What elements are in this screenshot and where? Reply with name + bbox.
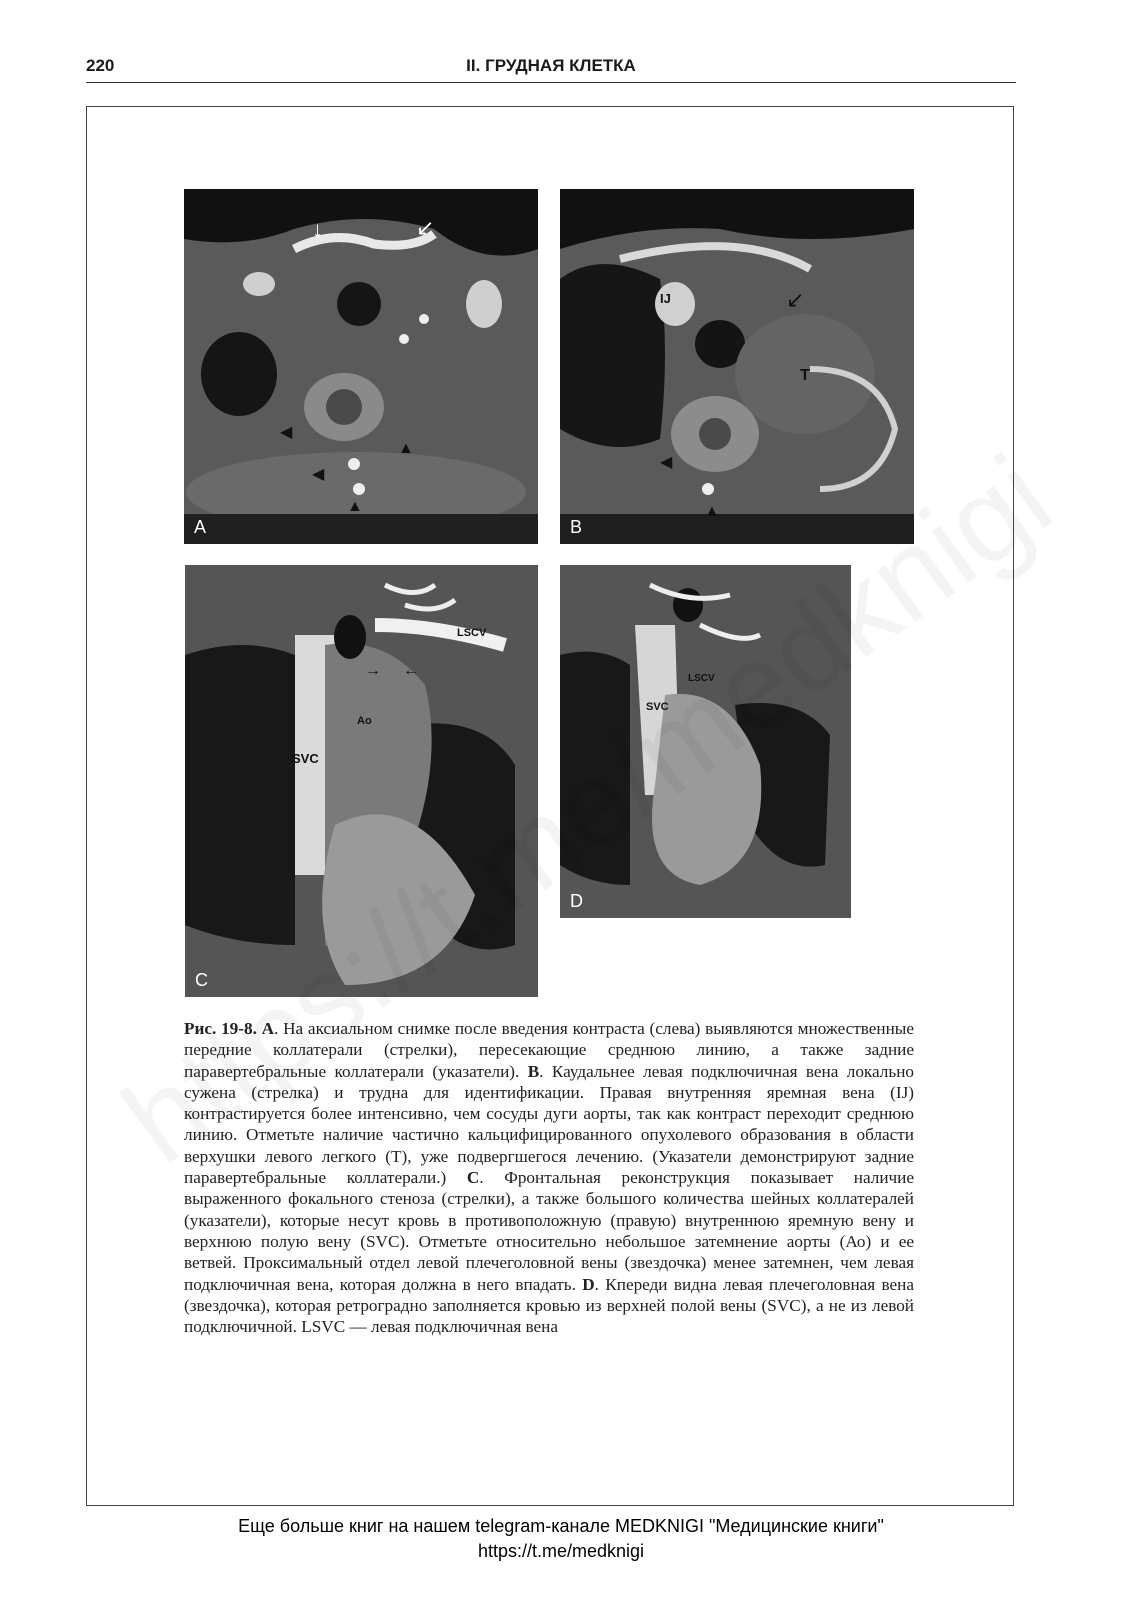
panel-label-a: A: [194, 517, 207, 537]
caption-letter-a: A: [261, 1019, 275, 1038]
ct-image-b: [560, 189, 914, 544]
caption-letter-b: B: [527, 1061, 540, 1081]
panel-label-d: D: [570, 891, 583, 911]
aorta-label: Ao: [357, 715, 372, 727]
caption-part-d: . Кпереди видна левая плечеголовная вена (звездочка), которая ретроградно заполняется кровью из верхней полой вены (SVC), а не из левой подключичной. LSVC — левая подключичная вена: [184, 1274, 914, 1337]
arrow-icon: ↙: [786, 287, 805, 312]
ct-panel-c: [185, 565, 538, 997]
section-title: II. ГРУДНАЯ КЛЕТКА: [466, 56, 636, 75]
ct-panel-d: [560, 565, 851, 918]
arrow-icon: ←: [403, 662, 419, 679]
promo-link[interactable]: https://t.me/medknigi: [477, 1541, 645, 1561]
lscv-label: LSCV: [457, 627, 487, 639]
tumor-label: T: [800, 367, 810, 384]
arrow-icon: ↙: [416, 215, 435, 240]
arrowhead-icon: ◀: [312, 466, 325, 483]
arrowhead-icon: ◀: [660, 454, 673, 471]
figure-number: Рис. 19-8.: [184, 1019, 257, 1038]
svc-label: SVC: [646, 701, 669, 713]
ij-label: IJ: [660, 291, 671, 306]
arrowhead-icon: ▲: [398, 440, 414, 457]
caption-letter-d: D: [582, 1274, 595, 1294]
arrowhead-icon: ◀: [280, 424, 293, 441]
ct-image-a: [184, 189, 538, 544]
arrow-icon: ↓: [312, 217, 323, 242]
page-number: 220: [86, 56, 115, 75]
caption-letter-c: C: [466, 1168, 480, 1188]
arrowhead-icon: ▲: [704, 503, 720, 520]
promo-text: Еще больше книг на нашем telegram-канале MEDKNIGI "Медицинские книги": [238, 1516, 884, 1536]
ct-image-d: [560, 565, 851, 918]
caption-part-a: . На аксиальном снимке после введения контраста (слева) выявляются множественные передние коллатерали (стрелки), пересекающие среднюю линию, а также задние паравертебральные коллатерали (указатели).: [184, 1019, 914, 1081]
arrow-icon: →: [365, 662, 381, 679]
lscv-label: LSCV: [688, 673, 715, 684]
panel-label-b: B: [570, 517, 583, 537]
panel-label-c: C: [195, 970, 208, 990]
running-head: [86, 52, 1016, 83]
ct-panel-b: [560, 189, 914, 544]
ct-panel-a: [184, 189, 538, 544]
svc-label: SVC: [292, 751, 319, 766]
caption-part-c: . Фронтальная реконструкция показывает наличие выраженного фокального стеноза (стрелки), а также большого количества шейных коллатералей (указатели), которые несут кровь в противоположную (правую) внутреннюю яремную вену и верхнюю полую вену (SVC). Отметьте относительно небольшое затемнение аорты (Ао) и ее ветвей. Проксимальный отдел левой плечеголовной вены (звездочка) менее затемнен, чем левая подключичная вена, которая должна в него впадать.: [184, 1168, 914, 1294]
caption-part-b: . Каудальнее левая подключичная вена локально сужена (стрелка) и трудна для идентификации. Правая внутренняя яремная вена (IJ) контрастируется более интенсивно, чем сосуды дуги аорты, так как контраст переходит среднюю линию. Отметьте наличие частично кальцифицированного опухолевого образования в области верхушки левого легкого (Т), уже подвергшегося лечению. (Указатели демонстрируют задние паравертебральные коллатерали.): [184, 1061, 914, 1188]
arrowhead-icon: ▲: [347, 498, 363, 515]
figure-caption: [184, 1018, 914, 1337]
